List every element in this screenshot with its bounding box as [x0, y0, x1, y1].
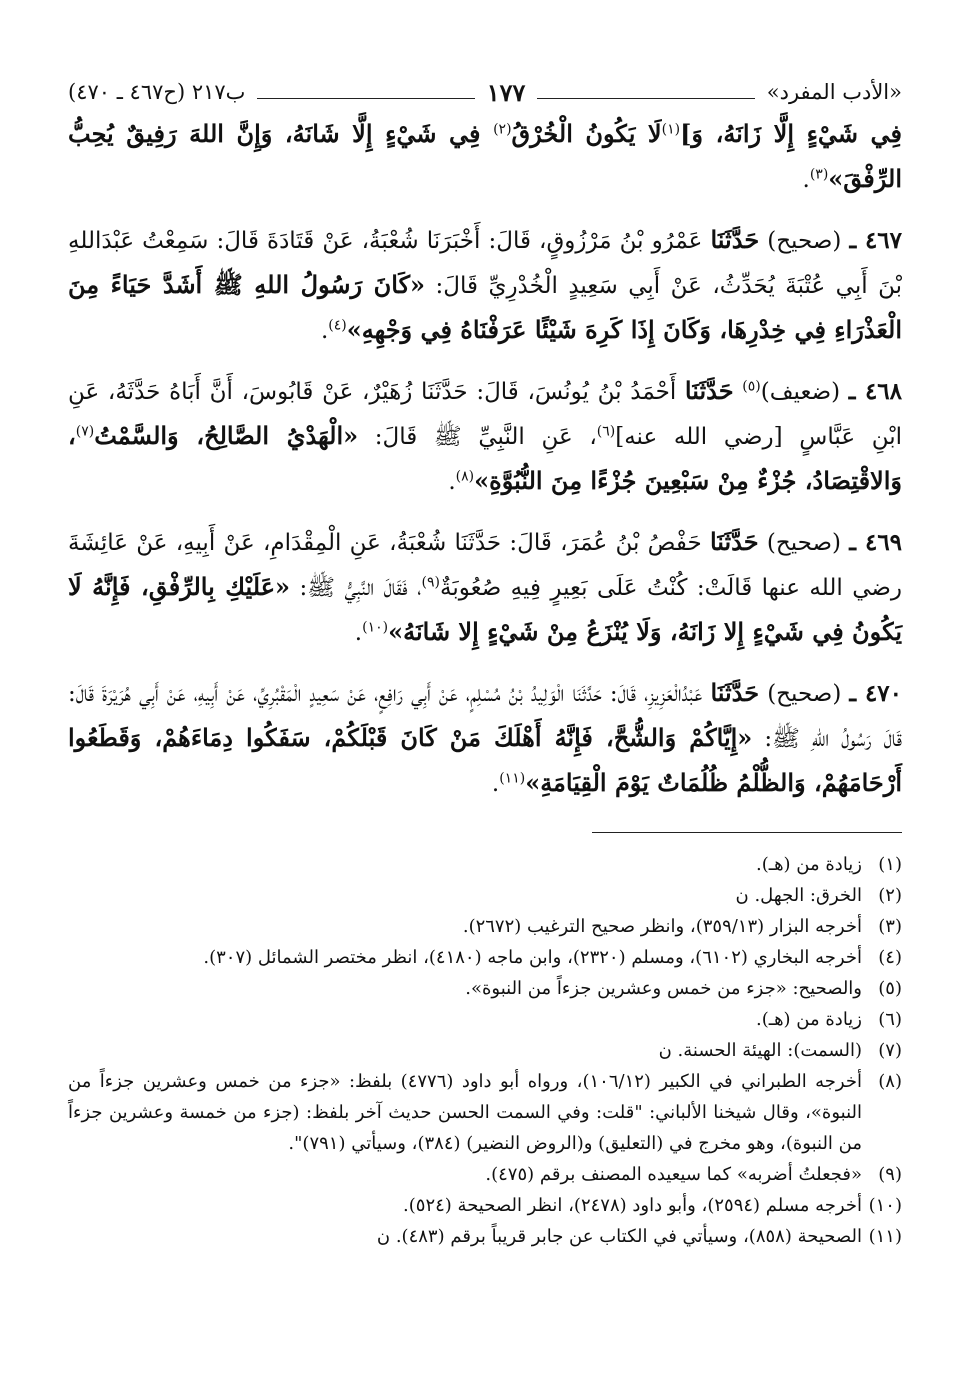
footnote: (٦) زيادة من (هـ). [756, 1009, 902, 1030]
footnote: (٤) أخرجه البخاري (٦١٠٢)، ومسلم (٢٣٢٠)، وابن ماجه (٤١٨٠)، انظر مختصر الشمائل (٣٠٧). [203, 947, 902, 968]
hadith-467: ٤٦٧ ـ (صحيح) حَدَّثَنَا عَمْرُو بْنُ مَرْزُوقٍ، قَالَ: أَخْبَرَنَا شُعْبَةُ، عَنْ قَتَادَةَ قَالَ: سَمِعْتُ عَبْدَاللهِ بْنَ أَبِي عُتْبَةَ يُحَدِّثُ، عَنْ أَبِي سَعِيدٍ الْخُدْرِيِّ قَالَ: «كَانَ رَسُولُ اللهِ ﷺ أَشَدَّ حَيَاءً مِنَ الْعَذْرَاءِ فِي خِدْرِهَا، وَكَانَ إِذَا كَرِهَ شَيْئًا عَرَفْنَاهُ فِي وَجْهِهِ»$^{(٤)}$. [68, 225, 903, 344]
footnote-marker[interactable]: (٤) [328, 317, 347, 334]
hadith-470: ٤٧٠ ـ (صحيح) حَدَّثَنَا عَبْدُالْعَزِيزِ، قَالَ: حَدَّثَنَا الْوَلِيدُ بْنُ مُسْلِمٍ، عَنْ أَبِي رَافِعٍ، عَنْ سَعِيدٍ الْمَقْبُرِيِّ، عَنْ أَبِيهِ، عَنْ أَبِي هُرَيْرَةَ قَالَ: قَالَ رَسُولُ اللهِ ﷺ: «إِيَّاكُمْ وَالشُّحَّ، فَإِنَّهُ أَهْلَكَ مَنْ كَانَ قَبْلَكُمْ، سَفَكُوا دِمَاءَهُمْ، وَقَطَعُوا أَرْحَامَهُمْ، وَالظُّلْمُ ظُلُمَاتٌ يَوْمَ الْقِيَامَةِ»$^{(١١)}$. [68, 678, 903, 797]
hadith-468: ٤٦٨ ـ (ضعيف)$^{(٥)}$ حَدَّثَنَا أَحْمَدُ بْنُ يُونُسَ، قَالَ: حَدَّثَنَا زُهَيْرٌ، عَنْ قَابُوسَ، أَنَّ أَبَاهُ حَدَّثَهُ، عَنِ ابْنِ عَبَّاسٍ [رضي الله عنه]$^{(٦)}$، عَنِ النَّبِيِّ ﷺ قَالَ: «الْهَدْيُ الصَّالِحُ، وَالسَّمْتُ$^{(٧)}$، وَالاقْتِصَادُ، جُزْءٌ مِنْ سَبْعِينَ جُزْءًا مِنَ النُّبُوَّةِ»$^{(٨)}$. [68, 376, 902, 495]
footnote: (٧) (السمت): الهيئة الحسنة. ن [658, 1040, 902, 1061]
continuation-paragraph: فِي شَيْءٍ إِلَّا زَانَهُ، وَ]$^{(١)}$لَا يَكُونُ الْخُرْقُ$^{(٢)}$ فِي شَيْءٍ إِلَّا شَانَهُ، وَإِنَّ اللهَ رَفِيقٌ يُحِبُّ الرِّفْقَ»$^{(٣)}$. [68, 119, 902, 193]
hadith-number: ٤٧٠ ـ [849, 680, 903, 707]
footnote-marker[interactable]: (٩) [421, 574, 440, 591]
footnote: (٩) «فجعلتُ أضربه» كما سيعيده المصنف برقم (٤٧٥). [485, 1164, 902, 1185]
matn: «الْهَدْيُ الصَّالِحُ، وَالسَّمْتُ [94, 421, 359, 450]
hadith-grade: (صحيح) [767, 228, 842, 254]
chapter-reference: ب٢١٧ (ح٤٦٧ ـ ٤٧٠) [67, 80, 246, 104]
footnote: (١) زيادة من (هـ). [756, 854, 902, 875]
running-title: «الأدب المفرد» [766, 80, 902, 104]
hadith-number: ٤٦٨ ـ [848, 378, 902, 405]
header-rule [537, 86, 754, 99]
footnote: (٥) والصحيح: «جزء من خمس وعشرين جزءاً من النبوة». [465, 978, 902, 999]
footnotes [68, 849, 902, 1252]
footnote-marker[interactable]: (٢) [493, 121, 512, 138]
page-header [68, 72, 902, 112]
matn: «إِيَّاكُمْ وَالشُّحَّ، فَإِنَّهُ أَهْلَكَ مَنْ كَانَ قَبْلَكُمْ، سَفَكُوا دِمَاءَهُمْ، وَقَطَعُوا أَرْحَامَهُمْ، وَالظُّلْمُ ظُلُمَاتٌ يَوْمَ الْقِيَامَةِ» [68, 723, 902, 797]
header-rule [257, 86, 474, 99]
footnote-marker[interactable]: (٦) [596, 423, 616, 440]
book-page [68, 72, 902, 1252]
footnote: (٢) الخرق: الجهل. ن [735, 885, 902, 906]
footnote: (١٠) أخرجه مسلم (٢٥٩٤)، وأبو داود (٢٤٧٨)، انظر الصحيحة (٥٢٤). [403, 1195, 902, 1216]
hadith-grade: (ضعيف) [760, 379, 841, 405]
hadith-number: ٤٦٩ ـ [849, 529, 903, 556]
hadith-number: ٤٦٧ ـ [849, 227, 903, 254]
footnote-marker[interactable]: (٨) [455, 468, 475, 485]
footnote: (١١) الصحيحة (٨٥٨)، وسيأتي في الكتاب عن جابر قريباً برقم (٤٨٣). ن [376, 1226, 902, 1247]
footnote: (٨) أخرجه الطبراني في الكبير (١٠٦/١٢)، ورواه أبو داود (٤٧٧٦) بلفظ: «جزء من خمس وعشرين جزءاً من النبوة»، وقال شيخنا الألباني: "قلت: وفي السمت الحسن حديث آخر بلفظ: (جزء من خمسة وعشرين جزءاً من النبوة)، وهو مخرج في (التعليق) و(الروض النضير) (٣٨٤)، وسيأتي (٧٩١)". [68, 1071, 902, 1154]
hadith-469: ٤٦٩ ـ (صحيح) حَدَّثَنَا حَفْصُ بْنُ عُمَرَ، قَالَ: حَدَّثَنَا شُعْبَةُ، عَنِ الْمِقْدَامِ، عَنْ أَبِيهِ، عَنْ عَائِشَةَ رضي الله عنها قَالَتْ: كُنْتُ عَلَى بَعِيرٍ فِيهِ صُعُوبَةٌ$^{(٩)}$، فَقَالَ النَّبِيُّ ﷺ: «عَلَيْكِ بِالرِّفْقِ، فَإِنَّهُ لَا يَكُونُ فِي شَيْءٍ إِلا زَانَهُ، وَلَا يُنْزَعُ مِنْ شَيْءٍ إِلا شَانَهُ»$^{(١٠)}$. [68, 527, 903, 646]
footnote-marker[interactable]: (١١) [499, 770, 526, 787]
footnote-marker[interactable]: (٥) [742, 378, 761, 395]
matn: «كَانَ رَسُولُ اللهِ ﷺ أَشَدَّ حَيَاءً مِنَ الْعَذْرَاءِ فِي خِدْرِهَا، وَكَانَ إِذَا كَرِهَ شَيْئًا عَرَفْنَاهُ فِي وَجْهِهِ» [68, 270, 902, 344]
footnote-marker[interactable]: (٧) [75, 423, 95, 440]
footnote: (٣) أخرجه البزار (٣٥٩/١٣)، وانظر صحيح الترغيب (٢٦٧٢). [462, 916, 902, 937]
hadith-grade: (صحيح) [767, 681, 842, 707]
isnad: عَمْرُو بْنُ مَرْزُوقٍ، قَالَ: أَخْبَرَنَا شُعْبَةُ، عَنْ قَتَادَةَ قَالَ: سَمِعْتُ عَبْدَاللهِ بْنَ أَبِي عُتْبَةَ يُحَدِّثُ، عَنْ أَبِي سَعِيدٍ الْخُدْرِيِّ قَالَ: [68, 228, 903, 299]
hadith-grade: (صحيح) [766, 530, 841, 556]
isnad: أَحْمَدُ بْنُ يُونُسَ، قَالَ: حَدَّثَنَا زُهَيْرٌ، عَنْ قَابُوسَ، أَنَّ أَبَاهُ حَدَّثَهُ، عَنِ ابْنِ عَبَّاسٍ [رضي الله عنه] [68, 379, 902, 450]
isnad: عَبْدُالْعَزِيزِ، قَالَ: حَدَّثَنَا الْوَلِيدُ بْنُ مُسْلِمٍ، عَنْ أَبِي رَافِعٍ، عَنْ سَعِيدٍ الْمَقْبُرِيِّ، عَنْ أَبِيهِ، عَنْ أَبِي هُرَيْرَةَ قَالَ: قَالَ رَسُولُ اللهِ ﷺ: [68, 681, 902, 752]
footnote-marker[interactable]: (٣) [809, 166, 829, 183]
footnote-marker[interactable]: (١) [661, 121, 681, 138]
footnote-marker[interactable]: (١٠) [362, 619, 389, 636]
isnad: حَفْصُ بْنُ عُمَرَ، قَالَ: حَدَّثَنَا شُعْبَةُ، عَنِ الْمِقْدَامِ، عَنْ أَبِيهِ، عَنْ عَائِشَةَ رضي الله عنها قَالَتْ: كُنْتُ عَلَى بَعِيرٍ فِيهِ صُعُوبَةٌ [68, 530, 902, 601]
page-number: ١٧٧ [486, 77, 526, 107]
footnote-divider [592, 832, 902, 833]
matn: «عَلَيْكِ بِالرِّفْقِ، فَإِنَّهُ لَا يَكُونُ فِي شَيْءٍ إِلا زَانَهُ، وَلَا يُنْزَعُ مِنْ شَيْءٍ إِلا شَانَهُ» [68, 572, 902, 646]
